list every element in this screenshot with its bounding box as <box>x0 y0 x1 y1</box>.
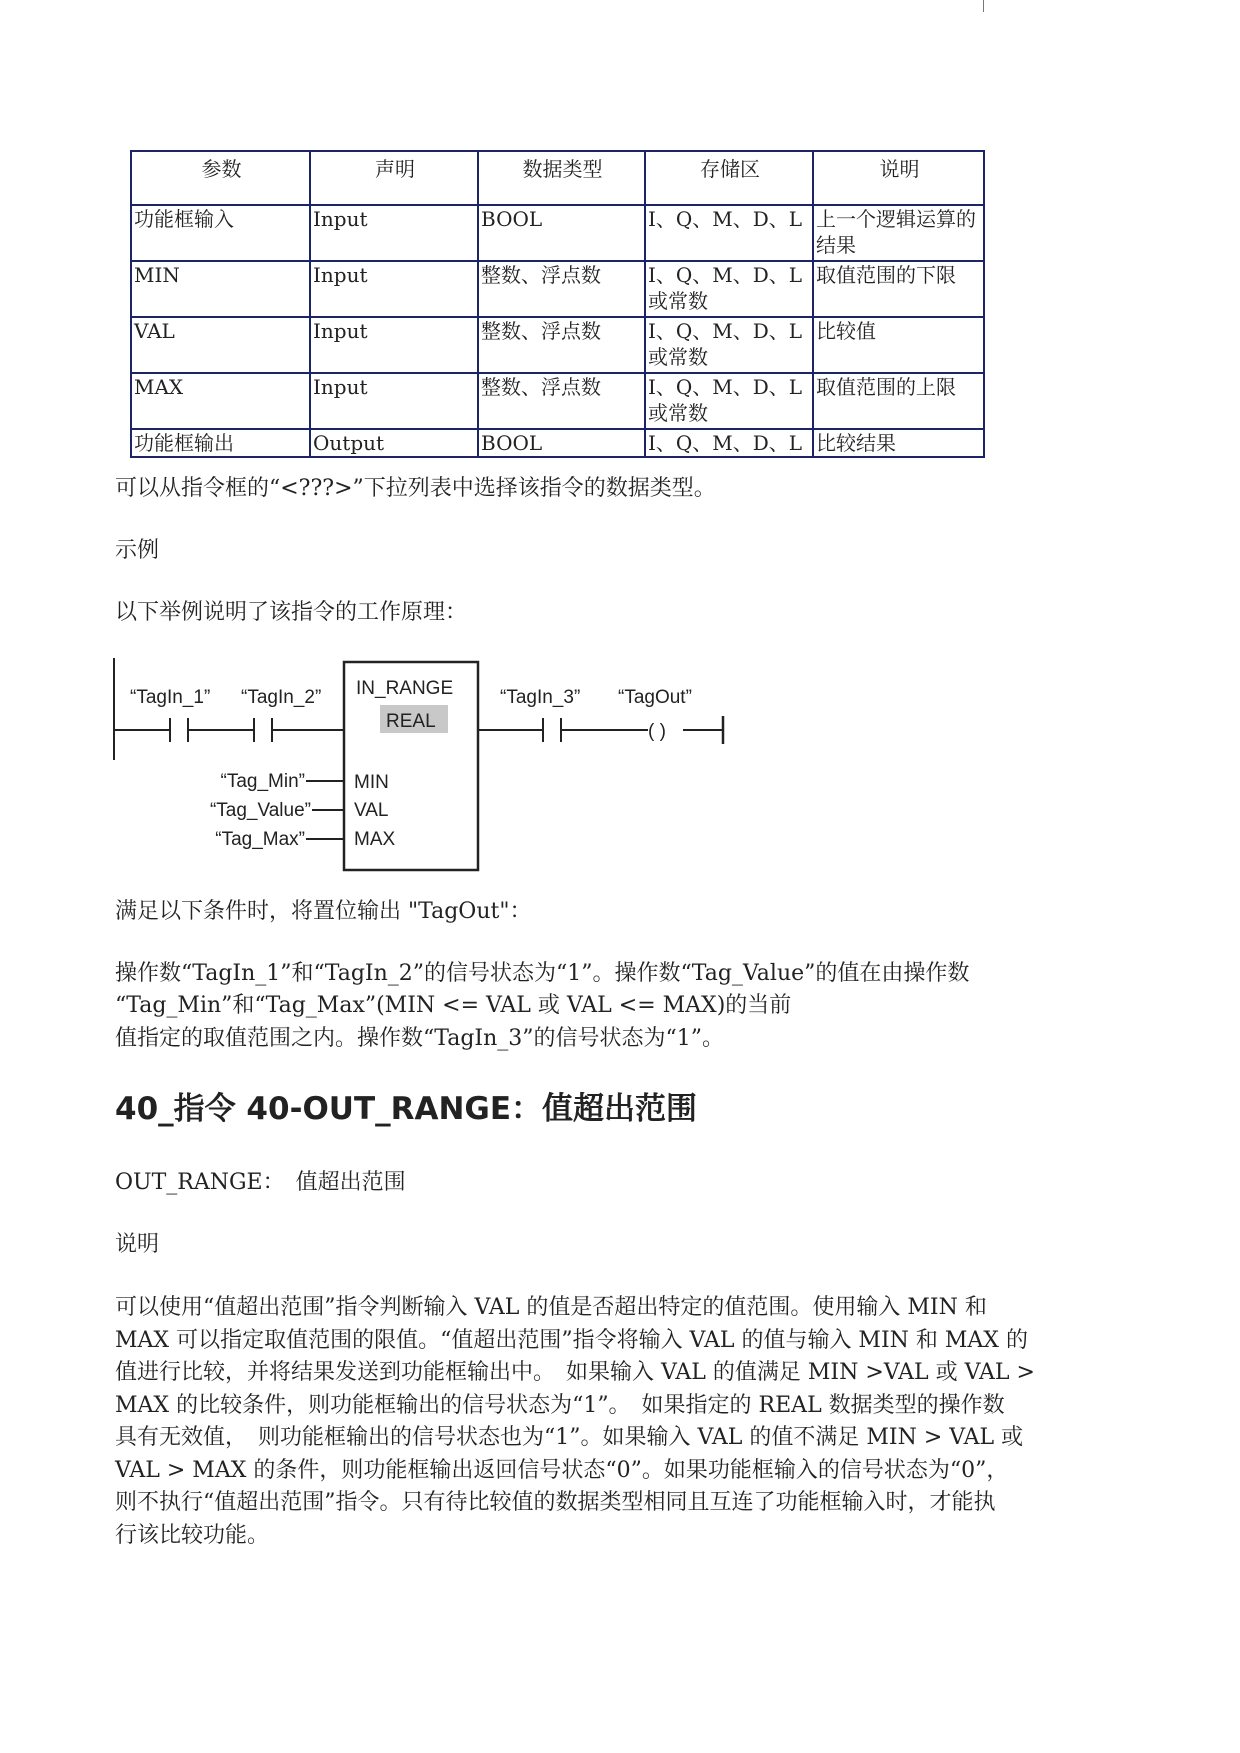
table-cell: 整数、浮点数 <box>478 317 645 373</box>
table-cell: I、Q、M、D、L 或常数 <box>645 317 813 373</box>
description-line: 值进行比较，并将结果发送到功能框输出中。 如果输入 VAL 的值满足 MIN >VAL 或 VAL > <box>115 1360 1035 1385</box>
description-line: 行该比较功能。 <box>115 1522 270 1548</box>
coil-label: “TagOut” <box>618 687 692 708</box>
input-min-operand: “Tag_Min” <box>220 771 305 792</box>
description-line: 可以使用“值超出范围”指令判断输入 VAL 的值是否超出特定的值范围。使用输入 MIN 和 <box>115 1295 987 1320</box>
datatype-note: 可以从指令框的“<???>”下拉列表中选择该指令的数据类型。 <box>115 476 716 501</box>
contact-tagin-3 <box>543 718 561 742</box>
pin-val: VAL <box>354 800 389 821</box>
table-cell: I、Q、M、D、L <box>645 429 813 457</box>
table-cell: BOOL <box>478 429 645 457</box>
page-corner-mark <box>983 0 984 12</box>
table-cell: 取值范围的下限 <box>813 261 984 317</box>
table-header-row <box>131 151 984 205</box>
table-cell: I、Q、M、D、L 或常数 <box>645 261 813 317</box>
header-param: 参数 <box>131 151 310 205</box>
table-cell: 上一个逻辑运算的结果 <box>813 205 984 261</box>
header-memory-area: 存储区 <box>645 151 813 205</box>
description-line: MAX 可以指定取值范围的限值。“值超出范围”指令将输入 VAL 的值与输入 MIN 和 MAX 的 <box>115 1327 1028 1353</box>
condition-line-3: 值指定的取值范围之内。操作数“TagIn_3”的信号状态为“1”。 <box>115 1026 725 1051</box>
table-cell: 整数、浮点数 <box>478 261 645 317</box>
description-title: 说明 <box>115 1232 160 1257</box>
instruction-line: OUT_RANGE： 值超出范围 <box>115 1170 406 1195</box>
table-cell: 功能框输入 <box>131 205 310 261</box>
description-line: 具有无效值， 则功能框输出的信号状态也为“1”。如果输入 VAL 的值不满足 MIN > VAL 或 <box>115 1425 1024 1450</box>
pin-max: MAX <box>354 829 396 850</box>
pin-min: MIN <box>354 772 389 793</box>
coil-symbol: ( ) <box>648 721 666 742</box>
table-cell: Output <box>310 429 478 457</box>
description-line: VAL > MAX 的条件，则功能框输出返回信号状态“0”。如果功能框输入的信号状态为“0”， <box>115 1457 1009 1483</box>
example-title: 示例 <box>115 538 160 563</box>
box-datatype: REAL <box>386 711 436 732</box>
contact1-label: “TagIn_1” <box>130 687 211 708</box>
table-row <box>131 205 984 261</box>
table-cell: I、Q、M、D、L <box>645 205 813 261</box>
table-cell: 比较值 <box>813 317 984 373</box>
description-line: 则不执行“值超出范围”指令。只有待比较值的数据类型相同且互连了功能框输入时，才能执 <box>115 1490 996 1515</box>
header-description: 说明 <box>813 151 984 205</box>
description-paragraph <box>115 1292 1145 1552</box>
table-cell: Input <box>310 261 478 317</box>
header-datatype: 数据类型 <box>478 151 645 205</box>
contact-tagin-1 <box>170 718 188 742</box>
example-intro: 以下举例说明了该指令的工作原理： <box>115 600 468 625</box>
box-title: IN_RANGE <box>356 678 454 699</box>
table-row <box>131 261 984 317</box>
parameter-table <box>130 150 985 458</box>
table-cell: 功能框输出 <box>131 429 310 457</box>
table-cell: VAL <box>131 317 310 373</box>
ladder-diagram <box>108 650 748 875</box>
contact2-label: “TagIn_2” <box>241 687 322 708</box>
contact3-label: “TagIn_3” <box>500 687 581 708</box>
table-row <box>131 429 984 457</box>
table-cell: I、Q、M、D、L 或常数 <box>645 373 813 429</box>
input-max-operand: “Tag_Max” <box>215 829 305 850</box>
section-heading: 40_指令 40-OUT_RANGE：值超出范围 <box>115 1091 698 1127</box>
condition-intro: 满足以下条件时，将置位输出 "TagOut"： <box>115 899 532 924</box>
condition-line-1: 操作数“TagIn_1”和“TagIn_2”的信号状态为“1”。操作数“Tag_Value”的值在由操作数 <box>115 961 970 986</box>
contact-tagin-2 <box>254 718 272 742</box>
description-line: MAX 的比较条件，则功能框输出的信号状态为“1”。 如果指定的 REAL 数据类型的操作数 <box>115 1392 1005 1418</box>
header-declaration: 声明 <box>310 151 478 205</box>
table-cell: Input <box>310 373 478 429</box>
table-cell: MIN <box>131 261 310 317</box>
table-row <box>131 317 984 373</box>
table-cell: MAX <box>131 373 310 429</box>
table-row <box>131 373 984 429</box>
condition-line-2: “Tag_Min”和“Tag_Max”(MIN <= VAL 或 VAL <= MAX)的当前 <box>115 993 792 1018</box>
table-cell: BOOL <box>478 205 645 261</box>
input-val-operand: “Tag_Value” <box>209 800 311 821</box>
table-cell: 取值范围的上限 <box>813 373 984 429</box>
table-cell: 整数、浮点数 <box>478 373 645 429</box>
table-cell: 比较结果 <box>813 429 984 457</box>
table-cell: Input <box>310 317 478 373</box>
table-cell: Input <box>310 205 478 261</box>
